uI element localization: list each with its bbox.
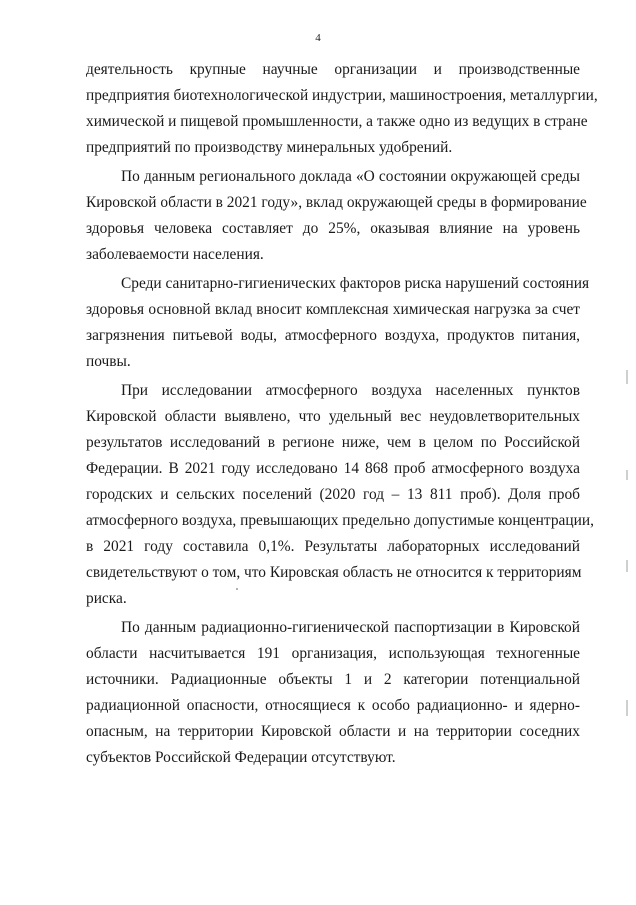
text-line: химической и пищевой промышленности, а также одно из ведущих в стране (86, 113, 588, 130)
text-line: городских и сельских поселений (2020 год – 13 811 проб). Доля проб (86, 486, 580, 503)
text-line: в 2021 году составила 0,1%. Результаты лабораторных исследований (86, 538, 580, 555)
text-line-content: По данным радиационно-гигиенической паспортизации в Кировской (121, 619, 580, 636)
text-line: Федерации. В 2021 году исследовано 14 868 проб атмосферного воздуха (86, 460, 580, 477)
paragraph-5 (86, 615, 580, 771)
text-line: предприятий по производству минеральных удобрений. (86, 139, 453, 156)
text-line: радиационной опасности, относящиеся к особо радиационно- и ядерно- (86, 697, 580, 714)
scan-artifact (236, 588, 238, 590)
text-line-content: По данным регионального доклада «О состоянии окружающей среды (121, 168, 580, 185)
paragraph-1 (86, 57, 598, 161)
body-text (86, 57, 598, 774)
scan-artifact (626, 470, 628, 480)
paragraph-3 (86, 271, 590, 375)
text-line: предприятия биотехнологической индустрии, машиностроения, металлургии, (86, 87, 598, 104)
text-line (86, 378, 580, 404)
text-line-content: При исследовании атмосферного воздуха населенных пунктов (121, 382, 580, 399)
text-line: результатов исследований в регионе ниже, чем в целом по Российской (86, 434, 580, 451)
text-line: почвы. (86, 353, 131, 370)
text-line: атмосферного воздуха, превышающих предельно допустимые концентрации, (86, 512, 594, 529)
text-line: загрязнения питьевой воды, атмосферного воздуха, продуктов питания, (86, 327, 580, 344)
text-line: заболеваемости населения. (86, 246, 264, 263)
paragraph-4 (86, 378, 594, 612)
text-line: здоровья человека составляет до 25%, оказывая влияние на уровень (86, 220, 580, 237)
text-line (86, 615, 580, 641)
scan-artifact (626, 370, 628, 384)
text-line: опасным, на территории Кировской области и на территории соседних (86, 723, 580, 740)
scan-artifact (626, 700, 628, 716)
page-number: 4 (315, 32, 321, 44)
text-line-content: Среди санитарно-гигиенических факторов риска нарушений состояния (121, 275, 590, 292)
text-line: свидетельствуют о том, что Кировская область не относится к территориям (86, 564, 582, 581)
text-line (86, 271, 590, 297)
text-line: деятельность крупные научные организации и производственные (86, 61, 580, 78)
text-line: риска. (86, 590, 127, 607)
paragraph-2 (86, 164, 587, 268)
text-line: источники. Радиационные объекты 1 и 2 категории потенциальной (86, 671, 580, 688)
text-line: области насчитывается 191 организация, использующая техногенные (86, 645, 580, 662)
scan-artifact (626, 560, 628, 572)
text-line: здоровья основной вклад вносит комплексная химическая нагрузка за счет (86, 301, 580, 318)
text-line (86, 164, 580, 190)
text-line: субъектов Российской Федерации отсутствуют. (86, 749, 396, 766)
text-line: Кировской области в 2021 году», вклад окружающей среды в формирование (86, 194, 587, 211)
text-line: Кировской области выявлено, что удельный вес неудовлетворительных (86, 408, 580, 425)
